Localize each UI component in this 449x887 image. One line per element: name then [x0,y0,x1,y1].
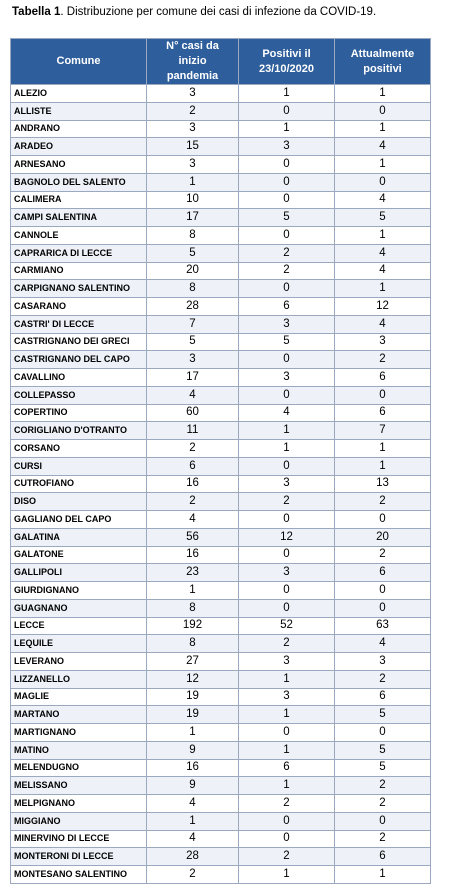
cell-comune: MELENDUGNO [11,759,147,777]
cell-positivi-data: 1 [239,866,335,884]
cell-positivi-data: 3 [239,653,335,671]
table-caption [12,6,376,18]
caption-text: . Distribuzione per comune dei casi di infezione da COVID-19. [60,6,377,18]
cell-casi-inizio: 4 [147,830,239,848]
header-comune: Comune [11,39,147,85]
cell-attualmente-positivi: 6 [335,688,431,706]
cell-casi-inizio: 15 [147,138,239,156]
cell-casi-inizio: 27 [147,653,239,671]
header-attualmente-positivi: Attualmente positivi [335,39,431,85]
cell-positivi-data: 3 [239,138,335,156]
table-row [11,795,431,813]
table-row [11,670,431,688]
cell-comune: CANNOLE [11,227,147,245]
cell-comune: CASTRIGNANO DEL CAPO [11,351,147,369]
table-row [11,173,431,191]
cell-comune: ALEZIO [11,85,147,103]
cell-positivi-data: 1 [239,777,335,795]
cell-positivi-data: 0 [239,582,335,600]
cell-attualmente-positivi: 1 [335,120,431,138]
cell-comune: GAGLIANO DEL CAPO [11,511,147,529]
cell-casi-inizio: 1 [147,812,239,830]
table-body [11,85,431,884]
cell-positivi-data: 6 [239,298,335,316]
table-row [11,209,431,227]
cell-casi-inizio: 19 [147,706,239,724]
cell-casi-inizio: 60 [147,404,239,422]
table-row [11,333,431,351]
cell-positivi-data: 0 [239,830,335,848]
table-row [11,741,431,759]
cell-positivi-data: 0 [239,546,335,564]
cell-attualmente-positivi: 1 [335,156,431,174]
cell-comune: MIGGIANO [11,812,147,830]
cell-positivi-data: 2 [239,848,335,866]
table-row [11,493,431,511]
cell-attualmente-positivi: 13 [335,475,431,493]
cell-casi-inizio: 28 [147,848,239,866]
cell-casi-inizio: 8 [147,227,239,245]
cell-comune: CASTRI' DI LECCE [11,315,147,333]
cell-casi-inizio: 2 [147,493,239,511]
cell-positivi-data: 2 [239,262,335,280]
cell-attualmente-positivi: 1 [335,280,431,298]
cell-attualmente-positivi: 2 [335,493,431,511]
cell-attualmente-positivi: 20 [335,528,431,546]
cell-attualmente-positivi: 63 [335,617,431,635]
cell-casi-inizio: 12 [147,670,239,688]
cell-positivi-data: 0 [239,457,335,475]
cell-attualmente-positivi: 4 [335,191,431,209]
table-row [11,528,431,546]
cell-attualmente-positivi: 3 [335,333,431,351]
table-row [11,280,431,298]
cell-positivi-data: 1 [239,422,335,440]
cell-positivi-data: 0 [239,280,335,298]
cell-comune: CUTROFIANO [11,475,147,493]
cell-positivi-data: 52 [239,617,335,635]
cell-casi-inizio: 7 [147,315,239,333]
cell-comune: COLLEPASSO [11,386,147,404]
cell-attualmente-positivi: 4 [335,315,431,333]
cell-positivi-data: 1 [239,85,335,103]
cell-comune: MELPIGNANO [11,795,147,813]
cell-positivi-data: 1 [239,741,335,759]
cell-comune: CARMIANO [11,262,147,280]
cell-casi-inizio: 2 [147,440,239,458]
cell-attualmente-positivi: 4 [335,244,431,262]
cell-comune: GUAGNANO [11,599,147,617]
cell-attualmente-positivi: 0 [335,173,431,191]
table-row [11,564,431,582]
table-row [11,653,431,671]
cell-attualmente-positivi: 0 [335,599,431,617]
cell-attualmente-positivi: 4 [335,635,431,653]
table-row [11,617,431,635]
cell-comune: GALATINA [11,528,147,546]
cell-positivi-data: 1 [239,670,335,688]
header-row [11,39,431,85]
table-row [11,227,431,245]
table-row [11,156,431,174]
covid-cases-table [10,38,431,884]
cell-attualmente-positivi: 3 [335,653,431,671]
cell-attualmente-positivi: 6 [335,848,431,866]
cell-comune: GALATONE [11,546,147,564]
cell-casi-inizio: 9 [147,741,239,759]
cell-attualmente-positivi: 0 [335,386,431,404]
cell-positivi-data: 1 [239,120,335,138]
cell-comune: CALIMERA [11,191,147,209]
cell-comune: BAGNOLO DEL SALENTO [11,173,147,191]
header-positivi-data: Positivi il 23/10/2020 [239,39,335,85]
cell-casi-inizio: 9 [147,777,239,795]
cell-comune: ARNESANO [11,156,147,174]
cell-positivi-data: 0 [239,351,335,369]
cell-attualmente-positivi: 6 [335,564,431,582]
cell-attualmente-positivi: 7 [335,422,431,440]
cell-attualmente-positivi: 2 [335,830,431,848]
cell-comune: CAVALLINO [11,369,147,387]
cell-casi-inizio: 16 [147,475,239,493]
cell-casi-inizio: 17 [147,369,239,387]
cell-casi-inizio: 1 [147,173,239,191]
cell-comune: ARADEO [11,138,147,156]
cell-comune: CARPIGNANO SALENTINO [11,280,147,298]
table-row [11,369,431,387]
cell-comune: CASARANO [11,298,147,316]
table-row [11,404,431,422]
cell-comune: MATINO [11,741,147,759]
caption-label: Tabella 1 [12,6,61,18]
cell-attualmente-positivi: 0 [335,724,431,742]
cell-comune: CAMPI SALENTINA [11,209,147,227]
cell-comune: MARTANO [11,706,147,724]
cell-positivi-data: 0 [239,227,335,245]
cell-casi-inizio: 4 [147,511,239,529]
table-row [11,244,431,262]
cell-attualmente-positivi: 2 [335,795,431,813]
cell-comune: CURSI [11,457,147,475]
cell-positivi-data: 3 [239,688,335,706]
cell-casi-inizio: 28 [147,298,239,316]
cell-casi-inizio: 56 [147,528,239,546]
cell-casi-inizio: 8 [147,280,239,298]
cell-positivi-data: 0 [239,812,335,830]
table-row [11,138,431,156]
cell-casi-inizio: 8 [147,635,239,653]
table-row [11,724,431,742]
table-row [11,457,431,475]
table-row [11,599,431,617]
cell-comune: COPERTINO [11,404,147,422]
cell-comune: LIZZANELLO [11,670,147,688]
cell-casi-inizio: 19 [147,688,239,706]
table-row [11,511,431,529]
cell-positivi-data: 3 [239,475,335,493]
cell-comune: DISO [11,493,147,511]
cell-comune: CORSANO [11,440,147,458]
table-row [11,351,431,369]
cell-casi-inizio: 3 [147,85,239,103]
cell-attualmente-positivi: 6 [335,404,431,422]
cell-comune: CASTRIGNANO DEI GRECI [11,333,147,351]
table-row [11,706,431,724]
cell-positivi-data: 2 [239,795,335,813]
cell-positivi-data: 6 [239,759,335,777]
cell-positivi-data: 0 [239,599,335,617]
cell-positivi-data: 0 [239,386,335,404]
cell-attualmente-positivi: 1 [335,866,431,884]
cell-casi-inizio: 5 [147,244,239,262]
cell-positivi-data: 0 [239,724,335,742]
table-row [11,191,431,209]
table-row [11,315,431,333]
cell-positivi-data: 2 [239,493,335,511]
table-row [11,777,431,795]
cell-casi-inizio: 20 [147,262,239,280]
cell-casi-inizio: 1 [147,724,239,742]
table-row [11,386,431,404]
cell-comune: ANDRANO [11,120,147,138]
cell-casi-inizio: 11 [147,422,239,440]
cell-attualmente-positivi: 0 [335,582,431,600]
table-header [11,39,431,85]
cell-comune: MONTESANO SALENTINO [11,866,147,884]
cell-comune: MARTIGNANO [11,724,147,742]
table-row [11,298,431,316]
cell-comune: LEQUILE [11,635,147,653]
cell-casi-inizio: 8 [147,599,239,617]
cell-attualmente-positivi: 12 [335,298,431,316]
table-row [11,830,431,848]
cell-attualmente-positivi: 0 [335,102,431,120]
table-row [11,475,431,493]
cell-positivi-data: 0 [239,156,335,174]
cell-positivi-data: 1 [239,440,335,458]
cell-attualmente-positivi: 2 [335,777,431,795]
cell-casi-inizio: 17 [147,209,239,227]
table-row [11,120,431,138]
cell-attualmente-positivi: 4 [335,262,431,280]
cell-comune: GIURDIGNANO [11,582,147,600]
cell-casi-inizio: 3 [147,156,239,174]
cell-attualmente-positivi: 1 [335,227,431,245]
cell-casi-inizio: 10 [147,191,239,209]
cell-positivi-data: 0 [239,511,335,529]
cell-positivi-data: 3 [239,315,335,333]
cell-comune: CAPRARICA DI LECCE [11,244,147,262]
cell-comune: LEVERANO [11,653,147,671]
cell-casi-inizio: 23 [147,564,239,582]
cell-attualmente-positivi: 5 [335,741,431,759]
cell-positivi-data: 3 [239,564,335,582]
cell-attualmente-positivi: 5 [335,706,431,724]
table-row [11,866,431,884]
cell-attualmente-positivi: 1 [335,457,431,475]
cell-attualmente-positivi: 2 [335,351,431,369]
table-row [11,440,431,458]
cell-positivi-data: 0 [239,173,335,191]
cell-attualmente-positivi: 2 [335,670,431,688]
cell-comune: ALLISTE [11,102,147,120]
cell-positivi-data: 1 [239,706,335,724]
table-row [11,635,431,653]
table-row [11,85,431,103]
cell-casi-inizio: 2 [147,102,239,120]
cell-attualmente-positivi: 1 [335,85,431,103]
cell-positivi-data: 5 [239,333,335,351]
table-row [11,848,431,866]
cell-comune: GALLIPOLI [11,564,147,582]
cell-positivi-data: 4 [239,404,335,422]
cell-casi-inizio: 6 [147,457,239,475]
header-casi-inizio: N° casi da inizio pandemia [147,39,239,85]
cell-positivi-data: 2 [239,635,335,653]
table-row [11,262,431,280]
cell-casi-inizio: 16 [147,546,239,564]
table-row [11,102,431,120]
cell-comune: CORIGLIANO D'OTRANTO [11,422,147,440]
cell-positivi-data: 12 [239,528,335,546]
cell-comune: LECCE [11,617,147,635]
table-row [11,582,431,600]
cell-attualmente-positivi: 4 [335,138,431,156]
cell-attualmente-positivi: 0 [335,812,431,830]
cell-positivi-data: 3 [239,369,335,387]
cell-comune: MAGLIE [11,688,147,706]
cell-comune: MONTERONI DI LECCE [11,848,147,866]
cell-casi-inizio: 1 [147,582,239,600]
cell-casi-inizio: 3 [147,120,239,138]
cell-attualmente-positivi: 2 [335,546,431,564]
cell-comune: MINERVINO DI LECCE [11,830,147,848]
cell-casi-inizio: 2 [147,866,239,884]
cell-casi-inizio: 5 [147,333,239,351]
cell-positivi-data: 2 [239,244,335,262]
table-row [11,422,431,440]
cell-casi-inizio: 16 [147,759,239,777]
cell-attualmente-positivi: 5 [335,759,431,777]
cell-positivi-data: 5 [239,209,335,227]
cell-attualmente-positivi: 6 [335,369,431,387]
cell-casi-inizio: 4 [147,795,239,813]
cell-attualmente-positivi: 1 [335,440,431,458]
table-row [11,688,431,706]
table-row [11,759,431,777]
cell-attualmente-positivi: 0 [335,511,431,529]
cell-casi-inizio: 3 [147,351,239,369]
table-row [11,546,431,564]
table-row [11,812,431,830]
cell-attualmente-positivi: 5 [335,209,431,227]
cell-casi-inizio: 192 [147,617,239,635]
cell-positivi-data: 0 [239,102,335,120]
cell-comune: MELISSANO [11,777,147,795]
cell-casi-inizio: 4 [147,386,239,404]
cell-positivi-data: 0 [239,191,335,209]
